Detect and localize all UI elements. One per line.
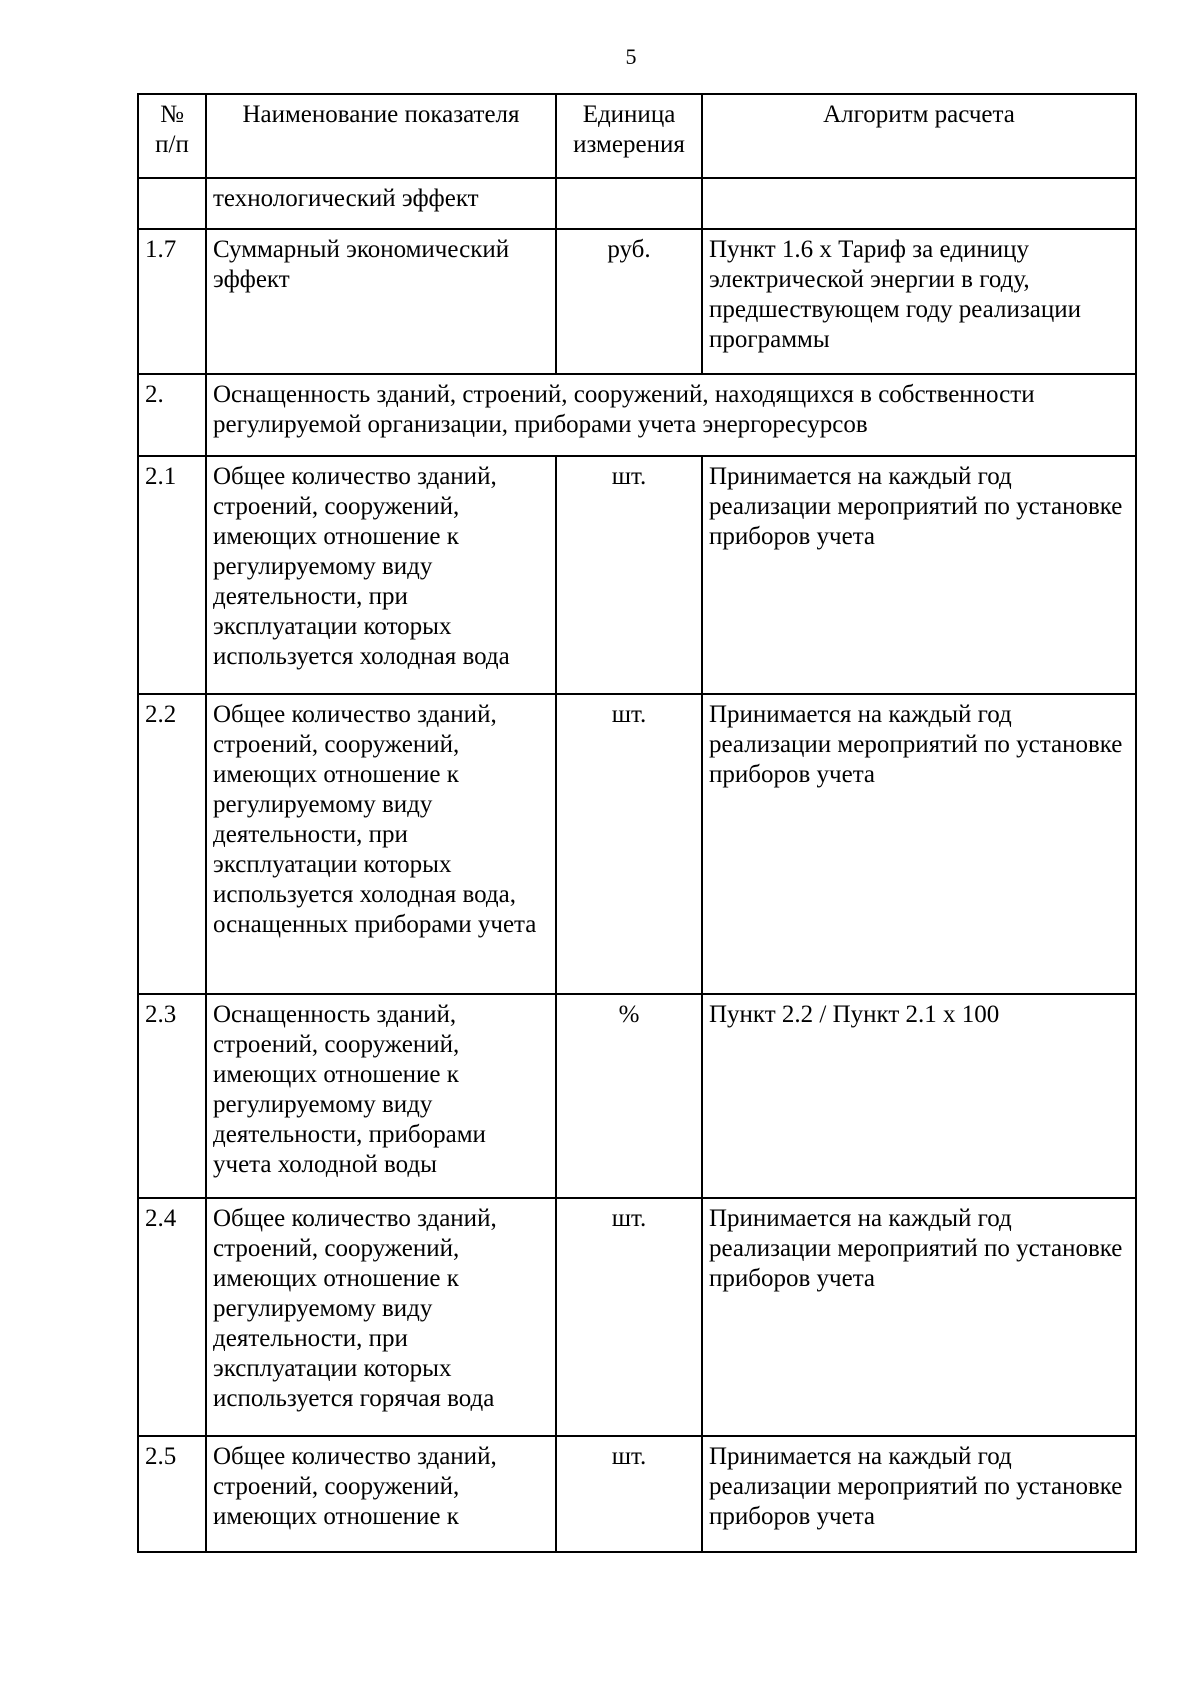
section-row xyxy=(138,374,1136,456)
indicators-table xyxy=(137,93,1137,1553)
header-unit xyxy=(556,94,702,178)
unit xyxy=(556,178,702,229)
header-unit-line2: измерения xyxy=(573,131,685,158)
algorithm: Принимается на каждый год реализации мероприятий по установке приборов учета xyxy=(702,456,1136,694)
unit: шт. xyxy=(556,456,702,694)
indicator-name: технологический эффект xyxy=(206,178,556,229)
algorithm: Принимается на каждый год реализации мероприятий по установке приборов учета xyxy=(702,694,1136,994)
indicator-name: Общее количество зданий, строений, сооружений, имеющих отношение к регулируемому виду деятельности, при эксплуатации которых используется горячая вода xyxy=(206,1198,556,1436)
table-row xyxy=(138,1436,1136,1552)
row-number: 2.4 xyxy=(138,1198,206,1436)
section-title: Оснащенность зданий, строений, сооружений, находящихся в собственности регулируемой организации, приборами учета энергоресурсов xyxy=(206,374,1136,456)
header-indicator-name: Наименование показателя xyxy=(206,94,556,178)
row-number: 2.5 xyxy=(138,1436,206,1552)
header-algorithm: Алгоритм расчета xyxy=(702,94,1136,178)
table-row xyxy=(138,178,1136,229)
row-number xyxy=(138,178,206,229)
unit: % xyxy=(556,994,702,1198)
algorithm: Пункт 1.6 х Тариф за единицу электрической энергии в году, предшествующем году реализации программы xyxy=(702,229,1136,374)
table-row xyxy=(138,1198,1136,1436)
row-number: 2.1 xyxy=(138,456,206,694)
algorithm: Принимается на каждый год реализации мероприятий по установке приборов учета xyxy=(702,1436,1136,1552)
indicator-name: Общее количество зданий, строений, сооружений, имеющих отношение к xyxy=(206,1436,556,1552)
unit: шт. xyxy=(556,694,702,994)
algorithm: Пункт 2.2 / Пункт 2.1 х 100 xyxy=(702,994,1136,1198)
row-number: 2.3 xyxy=(138,994,206,1198)
table-row xyxy=(138,694,1136,994)
row-number: 2.2 xyxy=(138,694,206,994)
row-number: 1.7 xyxy=(138,229,206,374)
table-row xyxy=(138,229,1136,374)
algorithm: Принимается на каждый год реализации мероприятий по установке приборов учета xyxy=(702,1198,1136,1436)
unit: руб. xyxy=(556,229,702,374)
table-row xyxy=(138,456,1136,694)
table-header-row xyxy=(138,94,1136,178)
header-number xyxy=(138,94,206,178)
header-number-line2: п/п xyxy=(155,131,189,158)
indicator-name: Оснащенность зданий, строений, сооружений, имеющих отношение к регулируемому виду деятельности, приборами учета холодной воды xyxy=(206,994,556,1198)
indicator-name: Суммарный экономический эффект xyxy=(206,229,556,374)
header-number-line1: № xyxy=(160,101,184,128)
section-number: 2. xyxy=(138,374,206,456)
unit: шт. xyxy=(556,1198,702,1436)
algorithm xyxy=(702,178,1136,229)
indicator-name: Общее количество зданий, строений, сооружений, имеющих отношение к регулируемому виду деятельности, при эксплуатации которых используется холодная вода, оснащенных приборами учета xyxy=(206,694,556,994)
page-number: 5 xyxy=(625,44,637,69)
table-row xyxy=(138,994,1136,1198)
unit: шт. xyxy=(556,1436,702,1552)
header-unit-line1: Единица xyxy=(582,101,676,128)
indicator-name: Общее количество зданий, строений, сооружений, имеющих отношение к регулируемому виду деятельности, при эксплуатации которых используется холодная вода xyxy=(206,456,556,694)
